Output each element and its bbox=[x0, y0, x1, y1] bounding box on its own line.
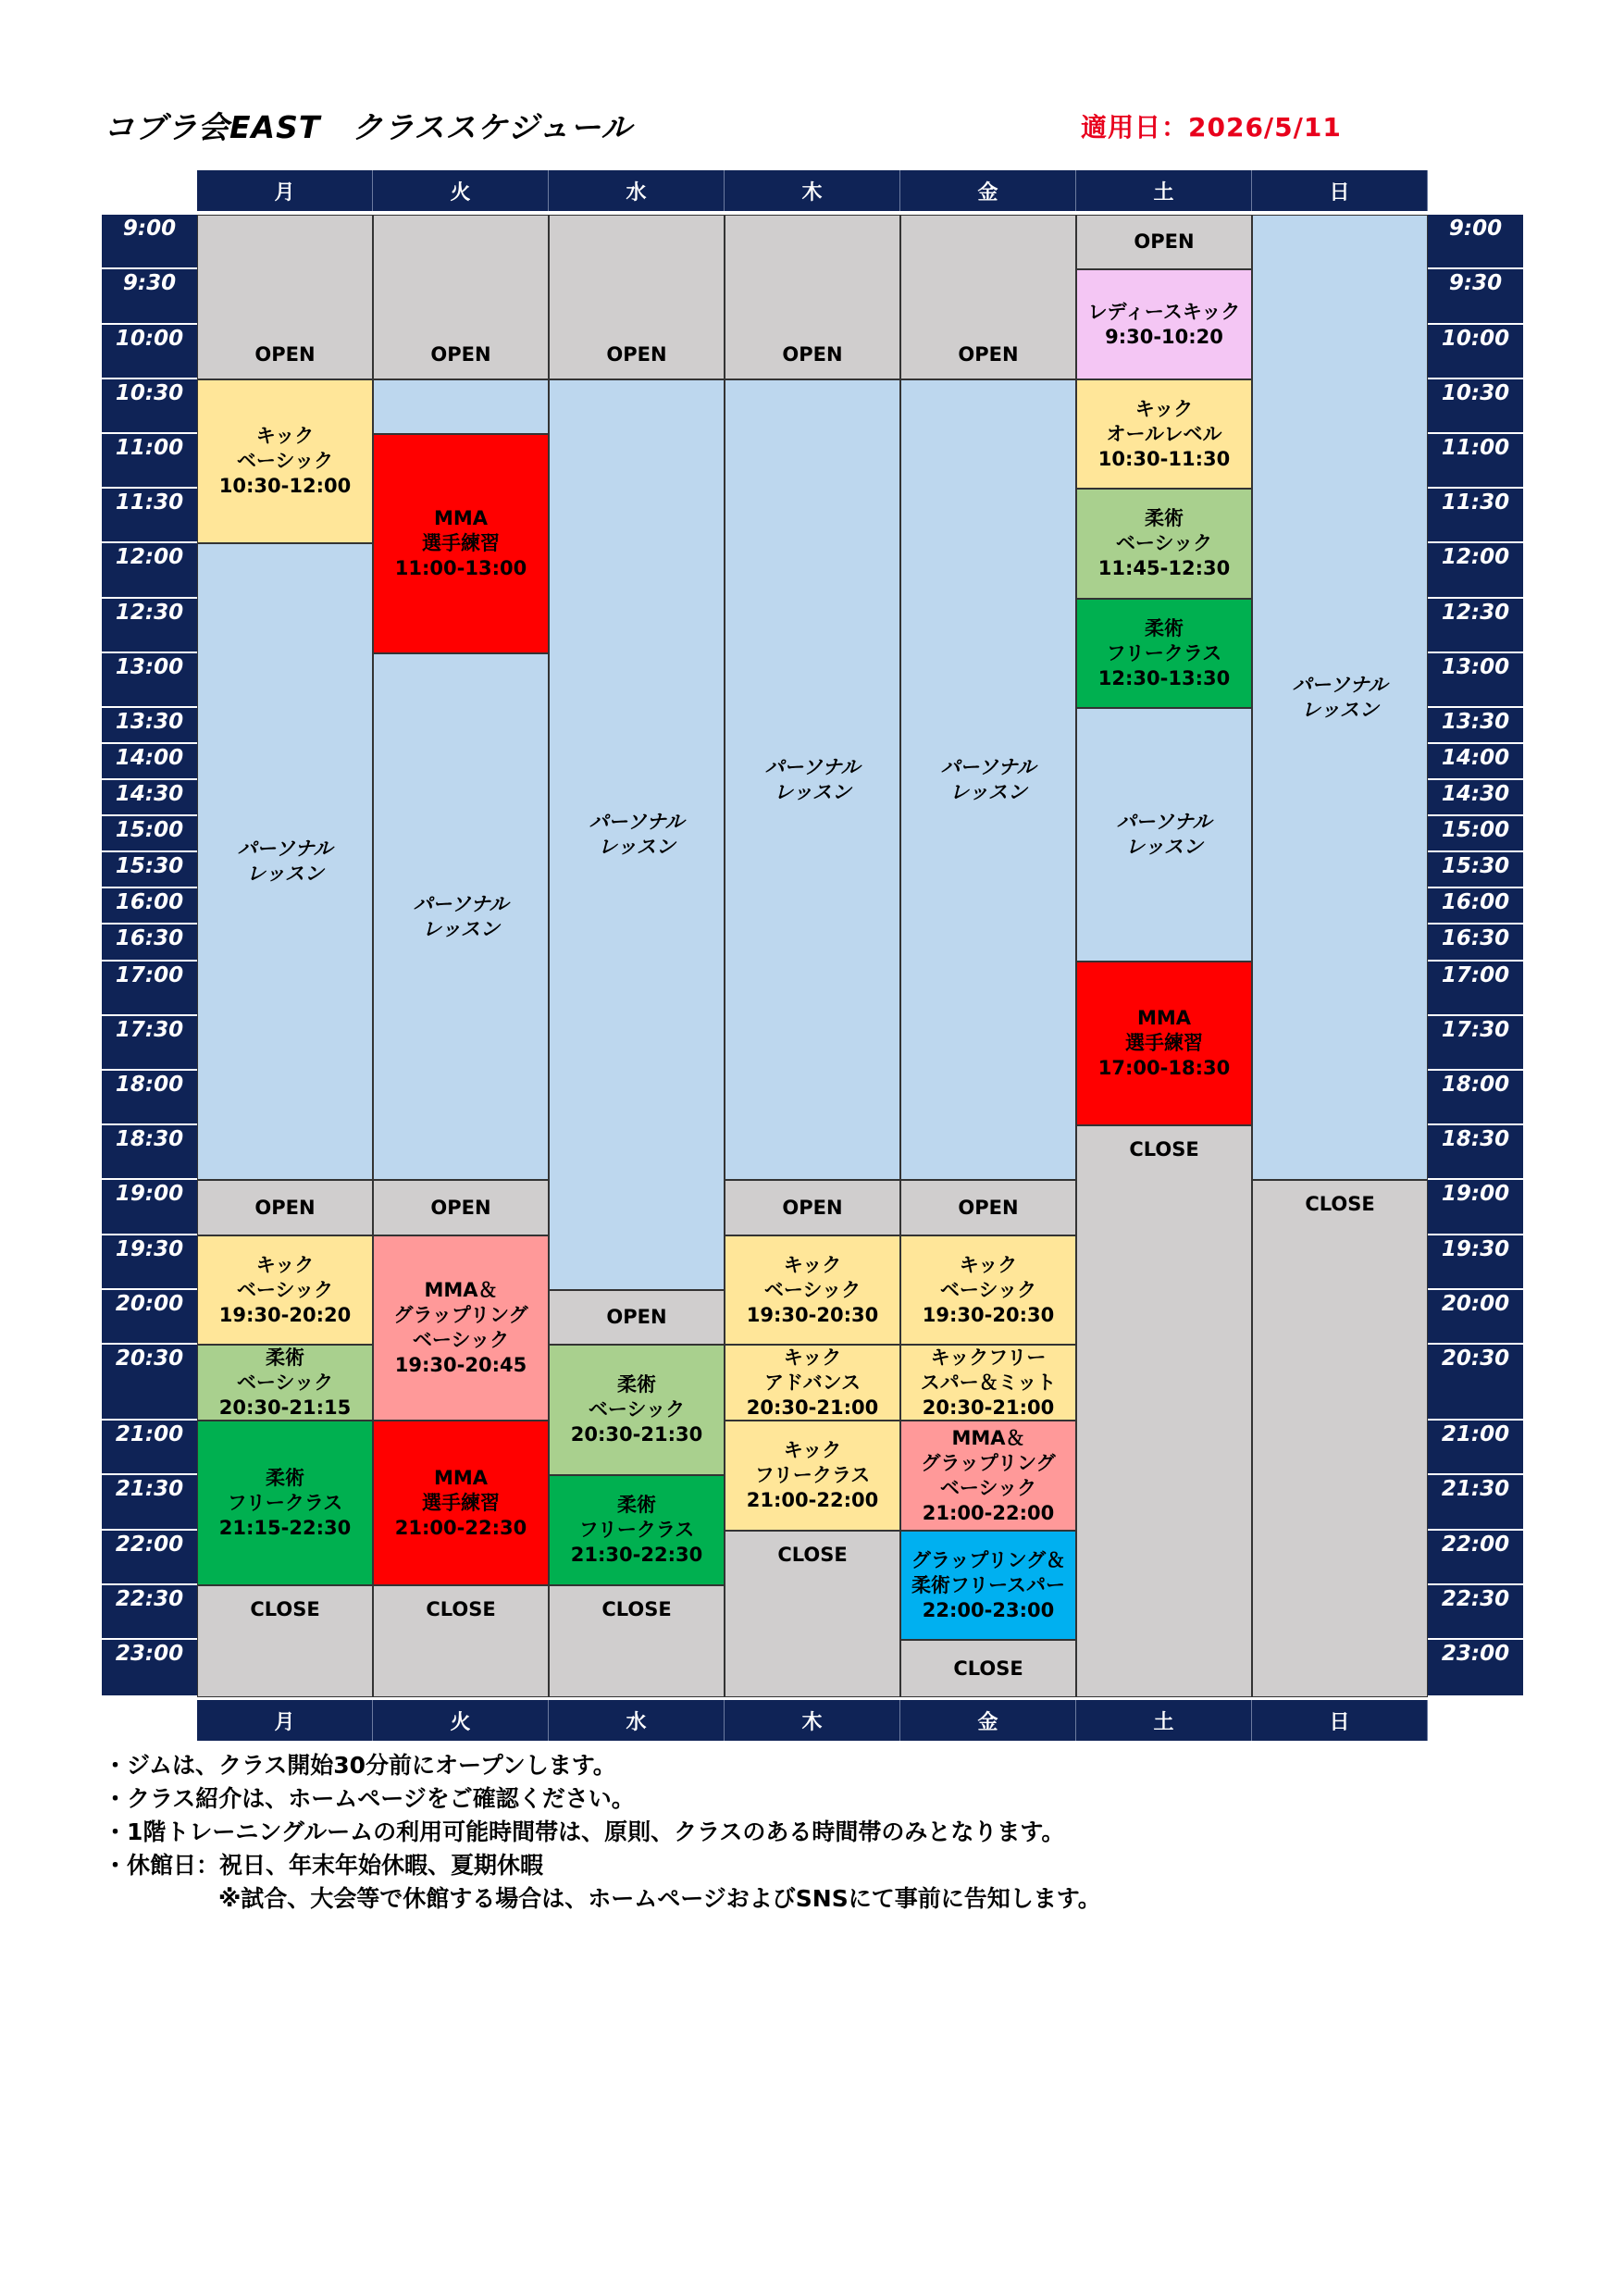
class-block-kick bbox=[900, 1235, 1076, 1345]
class-block-open bbox=[197, 215, 373, 379]
day-header-bottom-6: 日 bbox=[1252, 1700, 1428, 1741]
class-text: ベーシック bbox=[236, 1371, 334, 1394]
class-block-personal bbox=[900, 379, 1076, 1180]
class-text: 19:30-20:30 bbox=[922, 1303, 1055, 1326]
time-label-right: 10:00 bbox=[1428, 325, 1523, 379]
time-label-right: 13:00 bbox=[1428, 653, 1523, 708]
class-text: 20:30-21:30 bbox=[570, 1423, 703, 1446]
class-text: CLOSE bbox=[601, 1598, 672, 1620]
time-label-right: 10:30 bbox=[1428, 379, 1523, 434]
class-text: 11:45-12:30 bbox=[1097, 557, 1231, 579]
class-text: 12:30-13:30 bbox=[1097, 666, 1231, 689]
class-block-jj bbox=[549, 1345, 725, 1475]
class-text: パーソナル bbox=[237, 838, 333, 860]
time-label-left: 9:00 bbox=[102, 215, 197, 269]
class-text: MMA＆ bbox=[951, 1426, 1025, 1449]
time-label-left: 12:30 bbox=[102, 599, 197, 653]
class-text: 柔術 bbox=[617, 1494, 656, 1516]
note-training-room: ・1階トレーニングルームの利用可能時間帯は、原則、クラスのある時間帯のみとなります。 bbox=[104, 1818, 1065, 1845]
class-block-open bbox=[1076, 215, 1252, 269]
note-open: ・ジムは、クラス開始30分前にオープンします。 bbox=[104, 1752, 616, 1779]
class-text: 19:30-20:45 bbox=[394, 1354, 527, 1376]
time-label-right: 15:30 bbox=[1428, 852, 1523, 888]
class-block-personal bbox=[373, 653, 549, 1180]
time-label-left: 9:30 bbox=[102, 269, 197, 325]
time-label-left: 14:00 bbox=[102, 744, 197, 780]
class-text: レッスン bbox=[1125, 836, 1203, 858]
class-text: CLOSE bbox=[1305, 1193, 1375, 1215]
class-text: ベーシック bbox=[236, 450, 334, 472]
class-block-open bbox=[373, 215, 549, 379]
time-label-left: 12:00 bbox=[102, 543, 197, 599]
time-label-right: 14:30 bbox=[1428, 780, 1523, 816]
class-text: ベーシック bbox=[412, 1329, 510, 1351]
class-block-open bbox=[197, 1585, 373, 1697]
class-block-ladies bbox=[1076, 269, 1252, 379]
time-label-right: 22:30 bbox=[1428, 1585, 1523, 1640]
class-text: 20:30-21:00 bbox=[922, 1396, 1055, 1419]
day-header-top-3: 木 bbox=[725, 170, 900, 211]
time-label-left: 11:00 bbox=[102, 434, 197, 489]
time-label-right: 12:30 bbox=[1428, 599, 1523, 653]
time-label-left: 20:00 bbox=[102, 1290, 197, 1345]
class-text: パーソナル bbox=[1292, 673, 1388, 696]
day-header-bottom-4: 金 bbox=[900, 1700, 1076, 1741]
class-text: 11:00-13:00 bbox=[394, 557, 527, 579]
time-label-left: 13:00 bbox=[102, 653, 197, 708]
class-block-kick bbox=[900, 1345, 1076, 1421]
class-text: キック bbox=[1134, 397, 1194, 420]
time-label-left: 20:30 bbox=[102, 1345, 197, 1421]
class-block-mmag bbox=[900, 1421, 1076, 1531]
class-text: レッスン bbox=[1301, 698, 1379, 721]
class-block-jj bbox=[1076, 489, 1252, 599]
class-block-open bbox=[1252, 1180, 1428, 1697]
time-label-right: 17:30 bbox=[1428, 1016, 1523, 1071]
class-text: MMA＆ bbox=[424, 1279, 498, 1301]
time-label-right: 15:00 bbox=[1428, 816, 1523, 852]
class-text: OPEN bbox=[254, 343, 316, 366]
class-text: MMA bbox=[1136, 1007, 1192, 1029]
class-text: キック bbox=[783, 1439, 842, 1461]
class-block-open bbox=[549, 1585, 725, 1697]
class-text: 19:30-20:30 bbox=[746, 1303, 879, 1326]
class-text: グラップリング＆ bbox=[911, 1548, 1066, 1571]
time-label-left: 18:00 bbox=[102, 1071, 197, 1125]
time-label-left: 19:00 bbox=[102, 1180, 197, 1235]
day-header-top-5: 土 bbox=[1076, 170, 1252, 211]
time-label-right: 16:00 bbox=[1428, 888, 1523, 925]
class-text: 20:30-21:15 bbox=[218, 1396, 352, 1419]
effective-date: 適用日：2026/5/11 bbox=[1081, 112, 1342, 143]
day-header-top-1: 火 bbox=[373, 170, 549, 211]
class-block-open bbox=[725, 1531, 900, 1697]
time-label-right: 9:00 bbox=[1428, 215, 1523, 269]
time-label-left: 10:30 bbox=[102, 379, 197, 434]
time-label-right: 14:00 bbox=[1428, 744, 1523, 780]
time-label-left: 16:30 bbox=[102, 925, 197, 962]
class-text: OPEN bbox=[782, 1196, 843, 1219]
class-block-open bbox=[197, 1180, 373, 1235]
time-label-right: 19:00 bbox=[1428, 1180, 1523, 1235]
class-text: レッスン bbox=[246, 863, 324, 885]
class-block-personal bbox=[197, 543, 373, 1180]
class-text: キック bbox=[255, 425, 315, 447]
class-text: キック bbox=[783, 1346, 842, 1369]
class-text: MMA bbox=[433, 1466, 489, 1489]
class-text: スパー＆ミット bbox=[920, 1371, 1057, 1394]
time-label-left: 17:00 bbox=[102, 962, 197, 1016]
class-text: 選手練習 bbox=[422, 532, 500, 554]
time-label-right: 13:30 bbox=[1428, 708, 1523, 744]
time-label-left: 15:00 bbox=[102, 816, 197, 852]
class-block-open bbox=[549, 1290, 725, 1345]
class-text: 21:00-22:30 bbox=[394, 1516, 527, 1539]
class-text: 21:15-22:30 bbox=[218, 1516, 352, 1539]
class-text: オールレベル bbox=[1106, 422, 1222, 445]
class-block-mma bbox=[373, 434, 549, 653]
class-text: ベーシック bbox=[939, 1278, 1037, 1301]
class-text: フリークラス bbox=[754, 1464, 871, 1486]
time-label-right: 20:00 bbox=[1428, 1290, 1523, 1345]
class-text: グラップリング bbox=[393, 1304, 528, 1326]
class-text: CLOSE bbox=[426, 1598, 496, 1620]
class-block-kick bbox=[725, 1421, 900, 1531]
class-text: 柔術 bbox=[266, 1346, 304, 1369]
note-announcement: ※試合、大会等で休館する場合は、ホームページおよびSNSにて事前に告知します。 bbox=[218, 1885, 1101, 1912]
time-label-right: 11:00 bbox=[1428, 434, 1523, 489]
time-label-right: 17:00 bbox=[1428, 962, 1523, 1016]
day-header-bottom-0: 月 bbox=[197, 1700, 373, 1741]
class-text: 柔術フリースパー bbox=[911, 1573, 1066, 1596]
class-block-open bbox=[373, 1180, 549, 1235]
class-block-personal bbox=[725, 379, 900, 1180]
notes bbox=[104, 1749, 1101, 1916]
class-text: 柔術 bbox=[1145, 507, 1184, 529]
class-block-mma bbox=[373, 1421, 549, 1585]
class-text: ベーシック bbox=[1115, 532, 1213, 554]
class-text: ベーシック bbox=[763, 1278, 862, 1301]
day-header-bottom-2: 水 bbox=[549, 1700, 725, 1741]
class-text: 柔術 bbox=[1145, 616, 1184, 639]
class-block-open bbox=[725, 215, 900, 379]
class-block-kick bbox=[725, 1345, 900, 1421]
time-label-left: 13:30 bbox=[102, 708, 197, 744]
class-text: グラップリング bbox=[921, 1451, 1056, 1474]
class-text: パーソナル bbox=[413, 892, 509, 915]
class-block-open bbox=[900, 1180, 1076, 1235]
time-label-right: 9:30 bbox=[1428, 269, 1523, 325]
class-text: フリークラス bbox=[227, 1491, 343, 1514]
class-text: ベーシック bbox=[939, 1476, 1037, 1499]
class-block-grap bbox=[900, 1531, 1076, 1640]
class-text: レッスン bbox=[949, 780, 1027, 803]
class-block-kick bbox=[725, 1235, 900, 1345]
class-block-mma bbox=[1076, 962, 1252, 1125]
class-text: レディースキック bbox=[1087, 300, 1241, 323]
time-label-left: 21:30 bbox=[102, 1475, 197, 1531]
class-block-open bbox=[1076, 1125, 1252, 1697]
class-block-open bbox=[900, 1640, 1076, 1697]
class-block-kick bbox=[1076, 379, 1252, 489]
day-header-top-6: 日 bbox=[1252, 170, 1428, 211]
time-label-right: 16:30 bbox=[1428, 925, 1523, 962]
class-text: パーソナル bbox=[940, 755, 1036, 778]
class-text: CLOSE bbox=[777, 1544, 848, 1566]
class-text: OPEN bbox=[606, 1306, 667, 1328]
class-text: 17:00-18:30 bbox=[1097, 1057, 1231, 1079]
time-label-right: 20:30 bbox=[1428, 1345, 1523, 1421]
time-label-left: 11:30 bbox=[102, 489, 197, 543]
class-text: OPEN bbox=[606, 343, 667, 366]
class-text: レッスン bbox=[598, 836, 676, 858]
class-text: キック bbox=[783, 1253, 842, 1276]
class-block-jjfree bbox=[197, 1421, 373, 1585]
class-text: キック bbox=[255, 1253, 315, 1276]
time-label-right: 21:00 bbox=[1428, 1421, 1523, 1475]
class-text: 22:00-23:00 bbox=[922, 1598, 1055, 1621]
time-label-right: 22:00 bbox=[1428, 1531, 1523, 1585]
class-text: アドバンス bbox=[764, 1371, 861, 1394]
class-block-open bbox=[549, 215, 725, 379]
class-text: 選手練習 bbox=[422, 1491, 500, 1514]
time-label-left: 10:00 bbox=[102, 325, 197, 379]
class-text: キック bbox=[959, 1253, 1018, 1276]
time-label-right: 18:30 bbox=[1428, 1125, 1523, 1180]
class-block-open bbox=[900, 215, 1076, 379]
time-label-right: 23:00 bbox=[1428, 1640, 1523, 1697]
class-block-jjfree bbox=[549, 1475, 725, 1585]
note-closed-days: ・休館日：祝日、年末年始休暇、夏期休暇 bbox=[104, 1852, 544, 1879]
day-header-bottom-5: 土 bbox=[1076, 1700, 1252, 1741]
class-text: OPEN bbox=[958, 343, 1019, 366]
class-text: 10:30-12:00 bbox=[218, 475, 352, 497]
class-block-personal bbox=[1252, 215, 1428, 1180]
time-label-right: 18:00 bbox=[1428, 1071, 1523, 1125]
class-text: OPEN bbox=[958, 1196, 1019, 1219]
day-header-top-4: 金 bbox=[900, 170, 1076, 211]
time-label-left: 17:30 bbox=[102, 1016, 197, 1071]
class-text: 選手練習 bbox=[1125, 1032, 1203, 1054]
class-block-personal bbox=[1076, 708, 1252, 962]
class-text: OPEN bbox=[782, 343, 843, 366]
class-block-personal bbox=[549, 379, 725, 1290]
class-text: 21:00-22:00 bbox=[922, 1501, 1055, 1524]
time-label-right: 19:30 bbox=[1428, 1235, 1523, 1290]
class-block-jj bbox=[197, 1345, 373, 1421]
class-text: OPEN bbox=[430, 1196, 491, 1219]
class-text: 柔術 bbox=[617, 1373, 656, 1396]
time-label-left: 22:00 bbox=[102, 1531, 197, 1585]
time-label-right: 12:00 bbox=[1428, 543, 1523, 599]
class-text: フリークラス bbox=[578, 1519, 695, 1541]
class-text: 柔術 bbox=[266, 1466, 304, 1489]
time-label-left: 23:00 bbox=[102, 1640, 197, 1697]
class-text: OPEN bbox=[254, 1196, 316, 1219]
time-label-left: 22:30 bbox=[102, 1585, 197, 1640]
class-block-jjfree bbox=[1076, 599, 1252, 708]
time-label-left: 19:30 bbox=[102, 1235, 197, 1290]
class-block-mmag bbox=[373, 1235, 549, 1421]
class-block-personal bbox=[373, 379, 549, 434]
time-label-left: 21:00 bbox=[102, 1421, 197, 1475]
class-text: OPEN bbox=[1134, 230, 1195, 253]
note-class-info: ・クラス紹介は、ホームページをご確認ください。 bbox=[104, 1785, 635, 1812]
class-text: OPEN bbox=[430, 343, 491, 366]
day-header-bottom-1: 火 bbox=[373, 1700, 549, 1741]
class-text: キックフリー bbox=[930, 1346, 1047, 1369]
class-block-open bbox=[373, 1585, 549, 1697]
time-label-left: 15:30 bbox=[102, 852, 197, 888]
class-block-open bbox=[725, 1180, 900, 1235]
class-text: 21:30-22:30 bbox=[570, 1544, 703, 1566]
class-text: レッスン bbox=[774, 780, 851, 803]
class-text: ベーシック bbox=[588, 1398, 686, 1421]
time-label-right: 21:30 bbox=[1428, 1475, 1523, 1531]
class-text: 19:30-20:20 bbox=[218, 1303, 352, 1326]
class-text: 21:00-22:00 bbox=[746, 1489, 879, 1511]
class-text: CLOSE bbox=[250, 1598, 320, 1620]
class-text: CLOSE bbox=[1129, 1138, 1199, 1160]
class-text: レッスン bbox=[422, 917, 500, 940]
class-block-kick bbox=[197, 1235, 373, 1345]
class-text: パーソナル bbox=[1116, 811, 1212, 833]
class-text: 9:30-10:20 bbox=[1105, 325, 1223, 348]
time-label-left: 16:00 bbox=[102, 888, 197, 925]
day-header-top-0: 月 bbox=[197, 170, 373, 211]
class-text: パーソナル bbox=[589, 811, 685, 833]
time-label-right: 11:30 bbox=[1428, 489, 1523, 543]
page-title: コブラ会EAST クラススケジュール bbox=[104, 109, 633, 145]
class-text: 10:30-11:30 bbox=[1097, 447, 1231, 470]
class-block-kick bbox=[197, 379, 373, 543]
class-text: CLOSE bbox=[953, 1657, 1023, 1680]
time-label-left: 18:30 bbox=[102, 1125, 197, 1180]
day-header-top-2: 水 bbox=[549, 170, 725, 211]
day-header-bottom-3: 木 bbox=[725, 1700, 900, 1741]
time-label-left: 14:30 bbox=[102, 780, 197, 816]
class-text: 20:30-21:00 bbox=[746, 1396, 879, 1419]
class-text: フリークラス bbox=[1106, 641, 1222, 664]
class-text: MMA bbox=[433, 507, 489, 529]
class-text: ベーシック bbox=[236, 1278, 334, 1301]
class-text: パーソナル bbox=[764, 755, 861, 778]
